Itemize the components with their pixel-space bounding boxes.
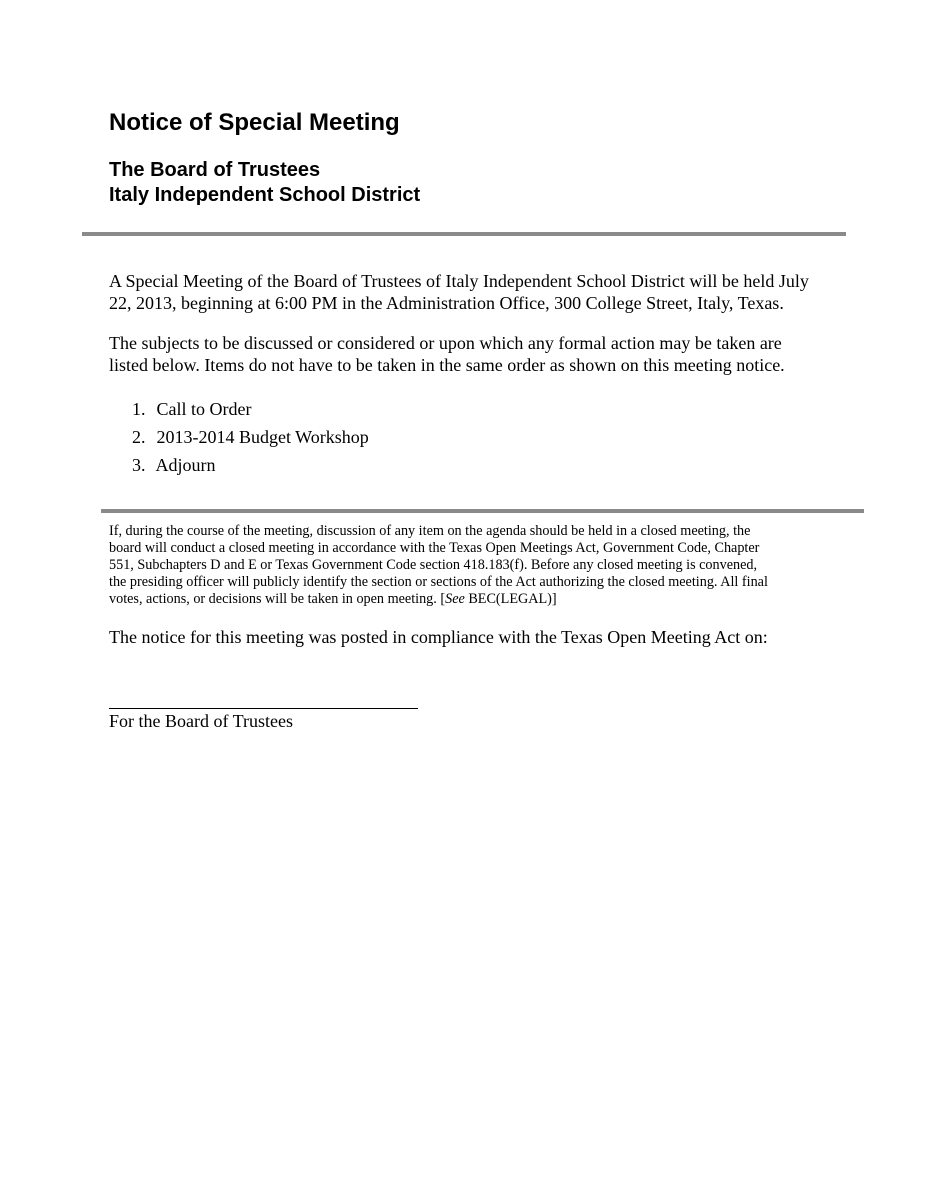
signature-caption: For the Board of Trustees xyxy=(109,711,293,731)
subjects-line: listed below. Items do not have to be taken in the same order as shown on this meeting notice. xyxy=(109,355,785,375)
closed-note-line: If, during the course of the meeting, discussion of any item on the agenda should be held in a closed meeting, the xyxy=(109,523,751,539)
closed-note-line: the presiding officer will publicly identify the section or sections of the Act authorizing the closed meeting. All final xyxy=(109,574,768,590)
top-divider xyxy=(82,232,846,236)
agenda-item-text: Adjourn xyxy=(155,455,216,475)
posting-statement: The notice for this meeting was posted in compliance with the Texas Open Meeting Act on: xyxy=(109,627,768,647)
agenda-item-number: 1. xyxy=(132,399,146,419)
subjects-line: The subjects to be discussed or considered or upon which any formal action may be taken are xyxy=(109,333,782,353)
closed-note-line: 551, Subchapters D and E or Texas Government Code section 418.183(f). Before any closed meeting is convened, xyxy=(109,557,758,573)
subjects-paragraph xyxy=(109,332,785,376)
agenda-item xyxy=(132,426,369,454)
intro-line: A Special Meeting of the Board of Trustees of Italy Independent School District will be held July xyxy=(109,271,809,291)
agenda-item xyxy=(132,454,369,482)
intro-paragraph xyxy=(109,270,809,314)
closed-note-see-italic: See xyxy=(445,591,465,607)
agenda-item-number: 3. xyxy=(132,455,146,475)
agenda-item-number: 2. xyxy=(132,427,146,447)
page-title: Notice of Special Meeting xyxy=(109,109,400,136)
closed-note-reference: BEC(LEGAL)] xyxy=(464,591,557,607)
board-heading-line: The Board of Trustees xyxy=(109,159,321,181)
closed-meeting-note xyxy=(109,523,768,608)
middle-divider xyxy=(101,509,864,513)
board-heading xyxy=(109,158,420,208)
agenda-list xyxy=(132,398,369,482)
agenda-item xyxy=(132,398,369,426)
signature-line xyxy=(109,708,418,709)
agenda-item-text: Call to Order xyxy=(156,399,252,419)
intro-line: 22, 2013, beginning at 6:00 PM in the Administration Office, 300 College Street, Italy, Texas. xyxy=(109,293,784,313)
agenda-item-text: 2013-2014 Budget Workshop xyxy=(156,427,369,447)
closed-note-line xyxy=(109,591,768,608)
district-heading-line: Italy Independent School District xyxy=(109,184,421,206)
closed-note-line: board will conduct a closed meeting in accordance with the Texas Open Meetings Act, Government Code, Chapter xyxy=(109,540,760,556)
closed-note-text: votes, actions, or decisions will be taken in open meeting. [ xyxy=(109,591,446,607)
